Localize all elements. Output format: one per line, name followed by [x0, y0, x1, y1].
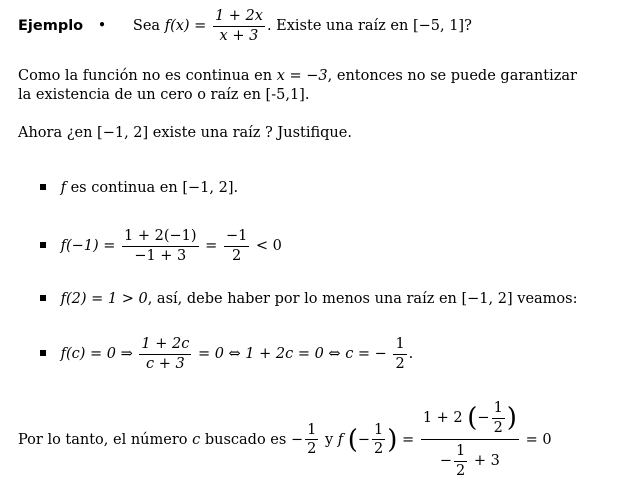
- para2-interval: [−1, 2]: [97, 125, 149, 141]
- bullet-item-1: [40, 180, 238, 196]
- c-n4: 1: [454, 443, 467, 462]
- sea-text: Sea: [132, 18, 161, 35]
- b4-den2: 2: [395, 355, 405, 372]
- conclusion-eq: =: [402, 431, 415, 448]
- conclusion-big-fraction: [421, 400, 519, 480]
- c-n1: 1: [305, 422, 318, 441]
- b2-fraction-1: [122, 228, 199, 264]
- b4-lhs: f(c) = 0 ⇒: [60, 346, 133, 363]
- conclusion-lparen: (: [347, 424, 358, 455]
- b1-end: .: [233, 180, 239, 196]
- conclusion-frac-1: [305, 422, 318, 458]
- b2-den: −1 + 3: [134, 247, 187, 264]
- conclusion-c: c: [192, 431, 201, 448]
- b2-num: 1 + 2(−1): [122, 228, 199, 247]
- para1-text-b: , entonces no se puede garantizar: [327, 68, 577, 84]
- b2-eq: =: [205, 238, 218, 255]
- conclusion-text2: buscado es: [204, 431, 287, 448]
- bullet-square-icon: [40, 242, 46, 248]
- b1-text: es continua en: [65, 180, 178, 196]
- c-d2: 2: [374, 441, 384, 458]
- b2-num2: −1: [224, 228, 249, 247]
- para2-text-a: Ahora ¿en: [18, 125, 93, 141]
- fx-label: f(x) =: [164, 18, 207, 35]
- b3-interval: [−1, 2]: [461, 291, 513, 307]
- big-num-rparen: ): [506, 403, 517, 434]
- bullet-item-4: [40, 336, 413, 372]
- c-d4: 2: [456, 463, 466, 480]
- conclusion-rparen: ): [387, 424, 398, 455]
- header-fraction-den: x + 3: [219, 27, 259, 44]
- header-fraction-num: 1 + 2x: [213, 8, 265, 27]
- bullet-item-2: [40, 228, 282, 264]
- b2-den2: 2: [232, 247, 242, 264]
- big-num-minus: −: [477, 410, 490, 427]
- bullet-dot: •: [97, 18, 107, 35]
- header-question: . Existe una raíz en: [266, 18, 409, 35]
- conclusion-minus2: −: [357, 431, 371, 448]
- b4-fraction-2: [393, 336, 406, 372]
- b2-lhs: f(−1) =: [60, 238, 116, 255]
- big-frac-num: [421, 400, 519, 440]
- paragraph-1-line-2: la existencia de un cero o raíz en [-5,1].: [18, 87, 310, 103]
- b3-text: , así, debe haber por lo menos una raíz en: [147, 291, 457, 307]
- conclusion-minus: −: [290, 431, 304, 448]
- b4-num: 1 + 2c: [139, 336, 191, 355]
- bullet-square-icon: [40, 184, 46, 190]
- c-d1: 2: [307, 441, 317, 458]
- b2-rhs: < 0: [255, 238, 282, 255]
- big-den-minus: −: [439, 453, 453, 470]
- big-num-lparen: (: [467, 403, 478, 434]
- b4-num2: 1: [393, 336, 406, 355]
- paragraph-2: [18, 125, 352, 141]
- example-header: [18, 8, 472, 44]
- conclusion-text: Por lo tanto, el número: [18, 431, 188, 448]
- conclusion-frac-2: [372, 422, 385, 458]
- bullet-square-icon: [40, 350, 46, 356]
- big-frac-den: [438, 440, 502, 479]
- conclusion-result: = 0: [525, 431, 552, 448]
- b4-den: c + 3: [145, 355, 185, 372]
- c-n2: 1: [372, 422, 385, 441]
- bullet-item-3: [40, 291, 577, 307]
- big-den-inner-frac: [454, 443, 467, 479]
- big-num-a: 1 + 2: [422, 410, 463, 427]
- b3-eq: f(2) = 1 > 0: [60, 291, 148, 307]
- bullet-square-icon: [40, 295, 46, 301]
- b4-fraction-1: [139, 336, 191, 372]
- c-d3: 2: [493, 419, 503, 436]
- conclusion-f: f: [337, 431, 344, 448]
- b4-mid: = 0 ⇔ 1 + 2c = 0 ⇔ c = −: [197, 346, 387, 363]
- header-fraction: [213, 8, 265, 44]
- para1-text-a: Como la función no es continua en: [18, 68, 273, 84]
- conclusion-line: [18, 400, 552, 480]
- c-n3: 1: [492, 400, 505, 419]
- para2-text-b: existe una raíz ? Justifique.: [152, 125, 352, 141]
- example-label: Ejemplo: [18, 18, 84, 35]
- b4-end: .: [408, 346, 414, 363]
- paragraph-1-line-1: [18, 68, 577, 84]
- b1-f: f: [60, 180, 66, 196]
- b1-interval: [−1, 2]: [182, 180, 234, 196]
- conclusion-y: y: [324, 431, 334, 448]
- big-num-inner-frac: [492, 400, 505, 436]
- b2-fraction-2: [224, 228, 249, 264]
- big-den-b: + 3: [473, 453, 500, 470]
- b3-end: veamos:: [517, 291, 578, 307]
- header-interval: [−5, 1]?: [412, 18, 472, 35]
- para1-equation: x = −3: [276, 68, 328, 84]
